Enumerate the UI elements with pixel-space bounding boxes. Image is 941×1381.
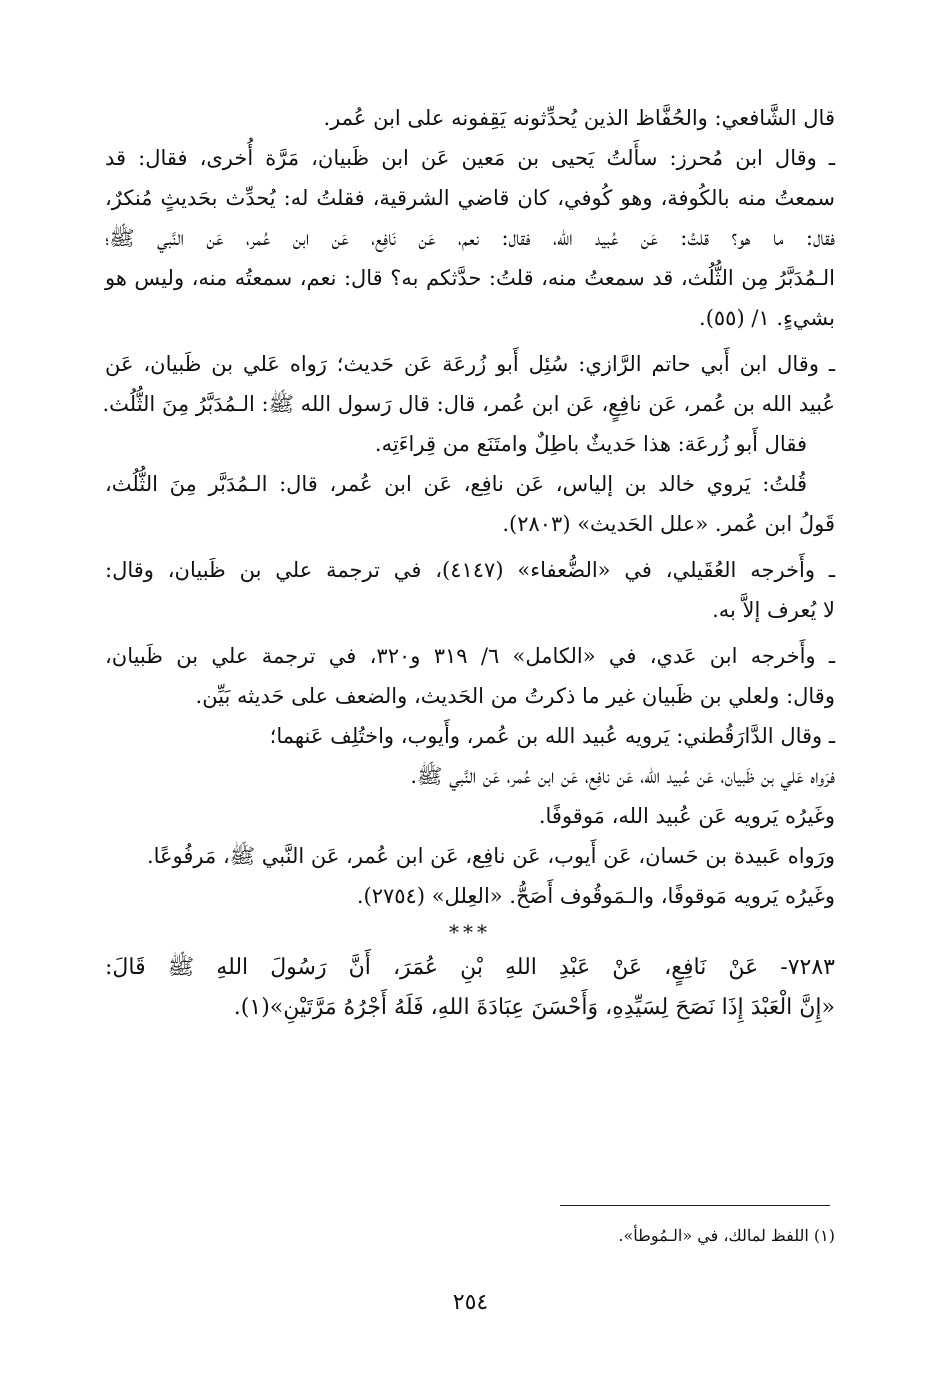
text-line: قال الشَّافعي: والحُفَّاظ الذين يُحدِّثونه يَقِفونه على ابن عُمر. bbox=[323, 106, 835, 130]
text-line: ورَواه عَبيدة بن حَسان، عَن أَيوب، عَن نافِع، عَن ابن عُمر، عَن النَّبي ﷺ، مَرفُوعًا. bbox=[146, 844, 835, 868]
text-line: ـ وقال ابن أَبي حاتم الرَّازي: سُئِل أَبو زُرعَة عَن حَديث؛ رَواه عَلي بن ظَبيان، عَن bbox=[105, 352, 835, 376]
text-line: وغَيرُه يَرويه مَوقوفًا، والـمَوقُوف أَصَحُّ. «العِلل» (٢٧٥٤). bbox=[356, 884, 835, 908]
page-number: ٢٥٤ bbox=[452, 1290, 489, 1315]
text-line: لا يُعرف إلاَّ به. bbox=[712, 598, 835, 622]
text-line: وقال: ولعلي بن ظَبيان غير ما ذكرتُ من الحَديث، والضعف على حَديثه بَيِّن. bbox=[195, 684, 835, 708]
text-line: بشيءٍ. ١/ (٥٥). bbox=[699, 306, 835, 330]
hadith-line: «إِنَّ الْعَبْدَ إِذَا نَصَحَ لِسَيِّدِهِ، وَأَحْسَنَ عِبَادَةَ اللهِ، فَلَهُ أَجْرُهُ مَرَّتَيْنِ»(١). bbox=[233, 995, 835, 1020]
text-line: فقال: ما هو؟ قلتُ: عَن عُبيد الله، فقال: نعم، عَن نَافِع، عَن ابن عُمر، عَن النَّبي ﷺ؛ bbox=[105, 226, 835, 250]
main-text bbox=[102, 98, 835, 1028]
text-line: ـ وأَخرجه ابن عَدي، في «الكامل» ٦/ ٣١٩ و٣٢٠، في ترجمة علي بن ظَبيان، bbox=[105, 644, 835, 668]
text-line: فقال أَبو زُرعَة: هذا حَديثٌ باطِلٌ وامتَنَع من قِراءَتِه. bbox=[374, 432, 807, 456]
text-line: ـ وقال ابن مُحرز: سأَلتُ يَحيى بن مَعين عَن ابن ظَبيان، مَرَّة أُخرى، فقال: قد bbox=[105, 146, 835, 170]
text-line: ـ وقال الدَّارَقُطني: يَرويه عُبيد الله بن عُمر، وأَيوب، واختُلِف عَنهما؛ bbox=[269, 724, 835, 748]
text-line: الـمُدَبَّرُ مِن الثُّلُث، قد سمعتُ منه، قلتُ: حدَّثكم به؟ قال: نعم، سمعتُه منه، وليس هو bbox=[105, 266, 835, 290]
section-separator: *** bbox=[449, 920, 491, 944]
hadith-line: ٧٢٨٣- عَنْ نَافِعٍ، عَنْ عَبْدِ اللهِ بْنِ عُمَرَ، أَنَّ رَسُولَ اللهِ ﷺ قَالَ: bbox=[105, 955, 835, 980]
footnote-divider bbox=[560, 1205, 830, 1206]
text-line: عُبيد الله بن عُمر، عَن نافِعٍ، عَن ابن عُمر، قال: قال رَسول الله ﷺ: الـمُدَبَّرُ مِنَ الثُّلُث. bbox=[102, 392, 835, 416]
text-line: ـ وأَخرجه العُقَيلي، في «الضُّعفاء» (٤١٤٧)، في ترجمة علي بن ظَبيان، وقال: bbox=[105, 558, 835, 582]
text-line: قُلتُ: يَروي خالد بن إلياس، عَن نافِع، عَن ابن عُمر، قال: الـمُدَبَّر مِنَ الثُّلُث، bbox=[105, 472, 807, 496]
footnote: (١) اللفظ لمالك، في «الـمُوطأ». bbox=[618, 1226, 835, 1245]
text-line: وغَيرُه يَرويه عَن عُبيد الله، مَوقوفًا. bbox=[538, 804, 835, 828]
text-line: فرَواه عَلي بن ظَبيان، عَن عُبيد الله، عَن نافِع، عَن ابن عُمر، عَن النَّبي ﷺ. bbox=[410, 764, 835, 788]
text-line: قَولُ ابن عُمر. «علل الحَديث» (٢٨٠٣). bbox=[502, 512, 835, 536]
text-line: سمعتُ منه بالكُوفة، وهو كُوفي، كان قاضي الشرقية، فقلتُ له: يُحدِّث بحَديثٍ مُنكرٌ، bbox=[105, 186, 835, 210]
